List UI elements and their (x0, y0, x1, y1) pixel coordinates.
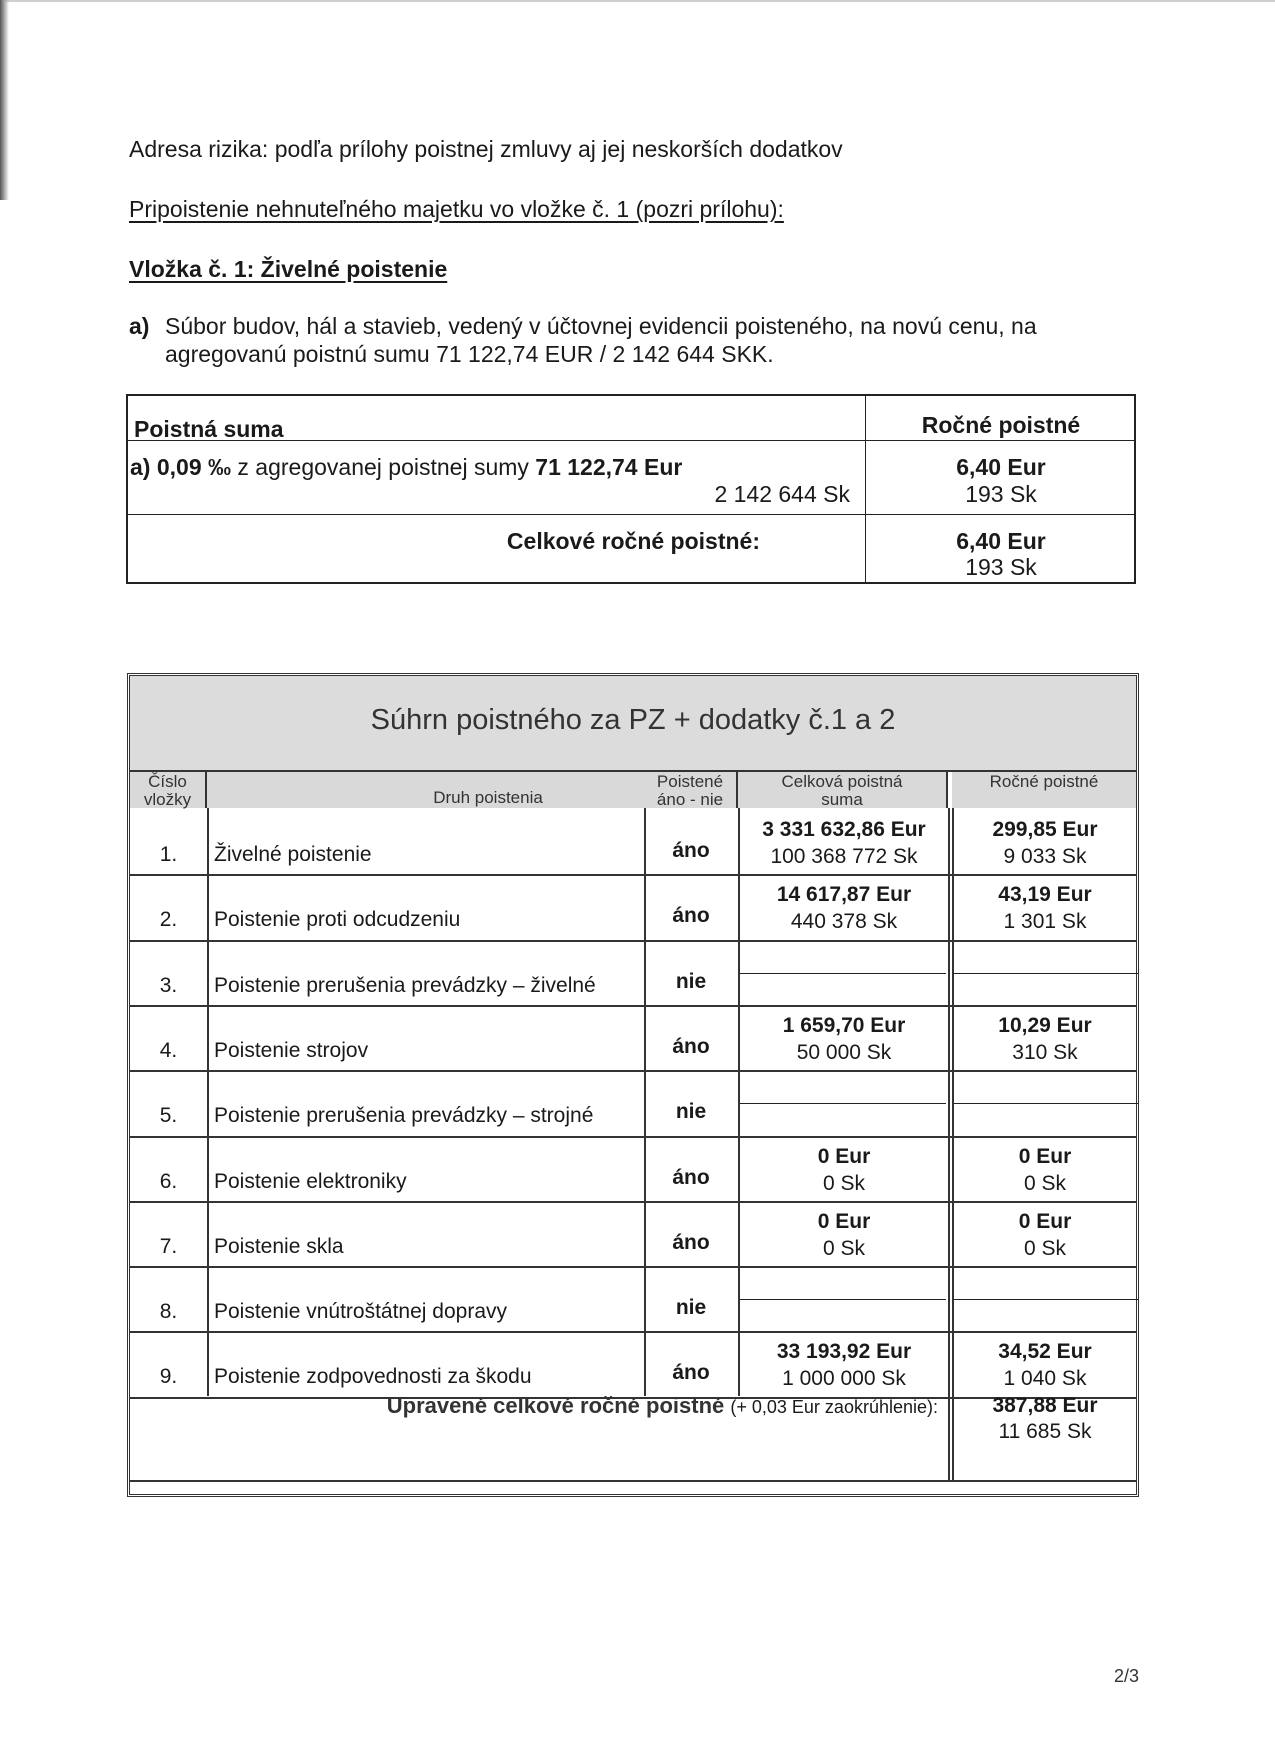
insert-title: Vložka č. 1: Živelné poistenie (129, 256, 448, 282)
rate-text: z agregovanej poistnej sumy (237, 454, 529, 480)
header-insured: Poistené áno - nie (644, 772, 738, 808)
row-type: Poistenie vnútroštátnej dopravy (214, 1300, 508, 1324)
row-type: Poistenie zodpovednosti za škodu (214, 1365, 532, 1389)
row-premium-sk: 1 040 Sk (1003, 1367, 1087, 1391)
row-insured: áno (672, 1034, 710, 1058)
row-number: 3. (159, 973, 178, 997)
row-sum-sk: 0 Sk (822, 1171, 866, 1195)
row-number: 9. (159, 1365, 178, 1389)
row-number: 5. (159, 1104, 178, 1128)
grand-total-text: Upravené celkové ročné poistné (386, 1393, 725, 1418)
row-number: 1. (159, 843, 178, 866)
row-divider (130, 1005, 1136, 1007)
row-premium-eur: 10,29 Eur (998, 1013, 1092, 1037)
item-marker: a) (129, 313, 150, 339)
row-premium-sk: 1 301 Sk (1003, 910, 1087, 934)
row-divider (130, 1331, 1136, 1333)
row-sum-sk: 0 Sk (822, 1236, 866, 1260)
empty-sum-line (740, 1103, 946, 1104)
header-num: Číslo vložky (130, 772, 207, 808)
empty-sum-line (740, 973, 946, 974)
rate-line (130, 454, 682, 481)
grand-total-label (130, 1393, 938, 1420)
total-label-text: Celkové ročné poistné: (506, 528, 760, 554)
row-insured: áno (672, 1165, 710, 1189)
row-type: Poistenie skla (214, 1234, 344, 1258)
risk-address: Adresa rizika: podľa prílohy poistnej zmluvy aj jej neskorších dodatkov (129, 136, 843, 162)
empty-sum-line (740, 1299, 946, 1300)
row-divider (130, 1266, 1136, 1268)
row-type: Poistenie elektroniky (214, 1169, 407, 1193)
row-number: 7. (159, 1234, 178, 1258)
row-insured: nie (675, 969, 707, 993)
premium-sk: 193 Sk (965, 481, 1037, 507)
row-sum-sk: 50 000 Sk (796, 1040, 892, 1064)
total-eur: 6,40 Eur (956, 528, 1046, 554)
row-premium-eur: 299,85 Eur (992, 818, 1098, 841)
empty-premium-line (954, 1103, 1138, 1104)
row-type: Poistenie proti odcudzeniu (214, 908, 461, 932)
header-sum: Celková poistná suma (738, 772, 948, 808)
row-number: 6. (159, 1169, 178, 1193)
row-premium-sk: 310 Sk (1012, 1040, 1078, 1064)
premium-header: Ročné poistné (921, 412, 1081, 438)
rate-sum-sk: 2 142 644 Sk (714, 481, 850, 507)
sum-header: Poistná suma (134, 416, 284, 442)
row-sum-eur: 0 Eur (817, 1209, 871, 1233)
scan-top-edge (0, 0, 1275, 2)
header-premium: Ročné poistné (952, 772, 1136, 808)
row-number: 8. (159, 1300, 178, 1324)
row-type: Poistenie strojov (214, 1038, 369, 1062)
row-premium-sk: 0 Sk (1023, 1171, 1067, 1195)
row-sum-eur: 1 659,70 Eur (782, 1013, 906, 1037)
rate-prefix: a) 0,09 ‰ (130, 454, 231, 480)
row-premium-sk: 0 Sk (1023, 1236, 1067, 1260)
supplement-heading: Pripoistenie nehnuteľného majetku vo vložke č. 1 (pozri prílohu): (129, 196, 784, 222)
row-type: Poistenie prerušenia prevádzky – živelné (214, 973, 596, 997)
summary-table (127, 673, 1139, 1497)
row-number: 4. (159, 1038, 178, 1062)
row-number: 2. (159, 908, 178, 932)
row-premium-eur: 43,19 Eur (998, 883, 1092, 907)
column-divider (207, 808, 209, 1396)
row-sum-eur: 33 193,92 Eur (776, 1340, 912, 1364)
row-divider (130, 874, 1136, 876)
summary-banner (130, 676, 1136, 772)
item-line-1: Súbor budov, hál a stavieb, vedený v účtovnej evidencii poisteného, na novú cenu, na (165, 313, 1037, 339)
empty-premium-line (954, 1299, 1138, 1300)
row-insured: nie (675, 1296, 707, 1320)
row-premium-eur: 0 Eur (1018, 1209, 1072, 1233)
page-number: 2/3 (1114, 1666, 1140, 1686)
row-type: Poistenie prerušenia prevádzky – strojné (214, 1104, 594, 1128)
column-divider (948, 808, 950, 1480)
total-label (128, 528, 860, 555)
row-premium-eur: 0 Eur (1018, 1144, 1072, 1168)
header-type: Druh poistenia (207, 772, 771, 808)
summary-title: Súhrn poistného za PZ + dodatky č.1 a 2 (370, 704, 896, 736)
row-divider (130, 1136, 1136, 1138)
row-sum-eur: 0 Eur (817, 1144, 871, 1168)
row-divider (128, 514, 1134, 515)
empty-premium-line (954, 973, 1138, 974)
row-premium-eur: 34,52 Eur (998, 1340, 1092, 1364)
row-sum-eur: 3 331 632,86 Eur (762, 818, 926, 841)
row-type: Živelné poistenie (214, 843, 372, 866)
row-divider (130, 1070, 1136, 1072)
total-sk: 193 Sk (965, 554, 1037, 580)
row-insured: áno (672, 904, 710, 928)
row-insured: áno (672, 1361, 710, 1385)
item-line-2: agregovanú poistnú sumu 71 122,74 EUR / 2 142 644 SKK. (165, 341, 774, 367)
row-sum-sk: 1 000 000 Sk (782, 1367, 906, 1391)
rate-sum-eur: 71 122,74 Eur (535, 454, 683, 480)
table-bottom-line (130, 1480, 1136, 1482)
sum-table (126, 394, 1136, 584)
row-sum-sk: 100 368 772 Sk (770, 845, 918, 868)
premium-eur: 6,40 Eur (956, 454, 1046, 480)
row-divider (130, 1201, 1136, 1203)
grand-total-note: (+ 0,03 Eur zaokrúhlenie): (730, 1397, 938, 1417)
grand-total-sk: 11 685 Sk (998, 1420, 1092, 1443)
row-sum-eur: 14 617,87 Eur (776, 883, 912, 907)
row-premium-sk: 9 033 Sk (1003, 845, 1087, 868)
grand-total-eur: 387,88 Eur (992, 1394, 1098, 1417)
row-insured: áno (672, 839, 710, 862)
row-insured: nie (675, 1100, 707, 1124)
scan-left-edge (0, 0, 9, 200)
row-sum-sk: 440 378 Sk (790, 910, 898, 934)
row-divider (130, 940, 1136, 942)
row-insured: áno (672, 1230, 710, 1254)
